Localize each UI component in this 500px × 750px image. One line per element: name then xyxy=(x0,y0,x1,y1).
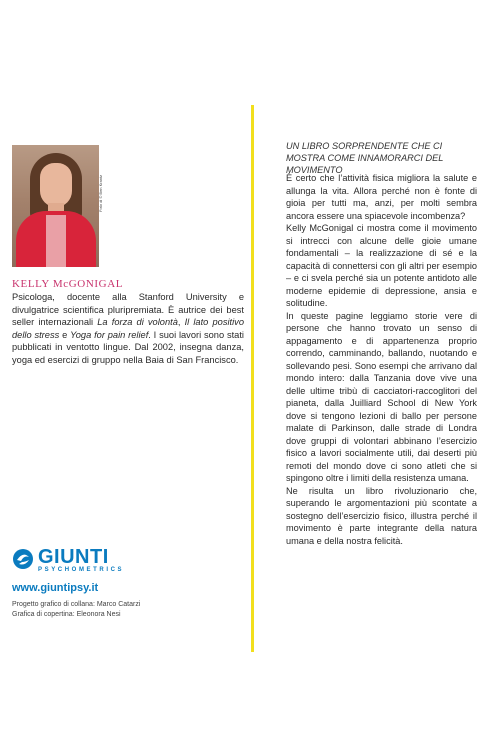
blurb-paragraph: In queste pagine leggiamo storie vere di persone che hanno trovato un senso di appagamento e di appartenenza proprio correndo, camminando, ballando, nuotando e sollevando pesi. Sono esempi che arrivano dal mondo intero: dalla Tanzania dove vive una delle ultime tribù di cacciatori-raccoglitori del pianeta, dalla Juilliard School di New York dove si tengono lezioni di ballo per persone malate di Parkinson, dalle strade di Londra dove gruppi di volontari abbinano l’esercizio fisico a lavori socialmente utili, dai deserti più remoti del mondo dove ci sono atleti che si spingono oltre i limiti della resistenza umana. xyxy=(286,310,477,483)
website-link[interactable]: www.giuntipsy.it xyxy=(12,582,99,594)
logo-wordmark: GIUNTI xyxy=(38,546,109,568)
logo-subtitle: PSYCHOMETRICS xyxy=(38,567,125,573)
credit-cover: Grafica di copertina: Eleonora Nesi xyxy=(12,610,121,618)
giunti-swirl-icon xyxy=(12,548,34,570)
bio-separator: e xyxy=(59,329,71,340)
giunti-logo xyxy=(12,546,142,576)
blurb-paragraph: Kelly McGonigal ci mostra come il movimento si intrecci con alcune delle gioie umane fondamentali – la realizzazione di sé e la capacità di connettersi con gli altri per esempio – e ci svela perché sia un potente antidoto alle moderne epidemie di depressione, ansia e solitudine. xyxy=(286,223,477,308)
back-cover-headline: UN LIBRO SORPRENDENTE CHE CI MOSTRA COME INNAMORARCI DEL MOVIMENTO xyxy=(286,141,444,175)
bio-text: . I suoi lavori sono stati pubblicati in ventotto lingue. Dal 2002, insegna danza, yoga ed esercizi di gruppo nella Baia di San Francisco. xyxy=(12,329,244,365)
author-bio xyxy=(12,291,244,367)
blurb-paragraph: È certo che l’attività fisica migliora la salute e allunga la vita. Allora perché non è fonte di gioia per tutti ma, anzi, per molti sembra ancora essere una spiacevole incombenza? xyxy=(286,173,477,221)
credit-series: Progetto grafico di collana: Marco Catarzi xyxy=(12,601,141,608)
author-name: KELLY McGONIGAL xyxy=(12,278,124,290)
photo-credit: Foto di © Ben Krantz xyxy=(98,174,103,212)
bio-separator: , xyxy=(177,317,185,328)
yellow-divider xyxy=(251,105,254,652)
bio-book-title: La forza di volontà xyxy=(97,317,178,328)
author-photo xyxy=(12,145,99,267)
bio-text: Psicologa, docente alla Stanford University e divulgatrice scientifica pluripremiata. È autrice dei best seller internazionali xyxy=(12,292,244,328)
bio-book-title: Il lato positivo dello stress xyxy=(12,317,245,340)
back-cover-blurb xyxy=(286,172,477,547)
bio-book-title: Yoga for pain relief xyxy=(70,329,149,340)
blurb-paragraph: Ne risulta un libro rivoluzionario che, superando le argomentazioni più scontate a sostegno dell’esercizio fisico, illustra perché il movimento è parte integrante della natura umana e della nostra felicità. xyxy=(286,485,477,546)
design-credits xyxy=(12,600,140,619)
